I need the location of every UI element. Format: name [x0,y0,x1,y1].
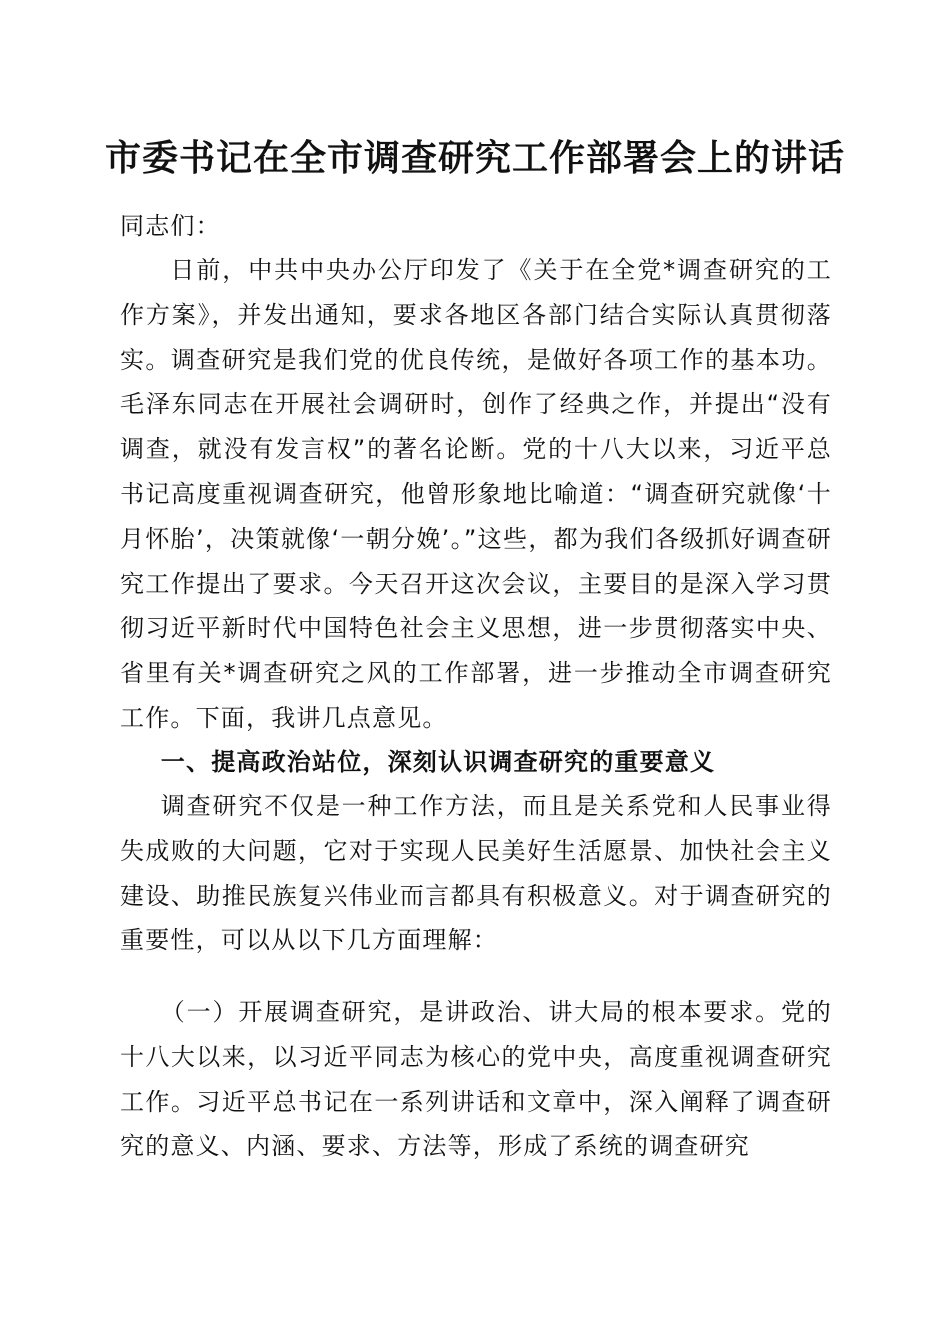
document-title: 市委书记在全市调查研究工作部署会上的讲话 [104,137,845,179]
subsection-1-paragraph [120,990,832,1169]
section-1-paragraph: 调查研究不仅是一种工作方法，而且是关系党和人民事业得失成败的大问题，它对于实现人民美好生活愿景、加快社会主义建设、助推民族复兴伟业而言都具有积极意义。对于调查研究的重要性，可以从以下几方面理解： [120,792,832,955]
salutation: 同志们： [120,212,221,240]
subsection-1-lead: （一）开展调查研究，是讲政治、讲大局的根本要求。 [160,998,781,1026]
section-heading-1: 一、提高政治站位，深刻认识调查研究的重要意义 [160,748,716,776]
intro-paragraph: 日前，中共中央办公厅印发了《关于在全党*调查研究的工作方案》，并发出通知，要求各地区各部门结合实际认真贯彻落实。调查研究是我们党的优良传统，是做好各项工作的基本功。毛泽东同志在开展社会调研时，创作了经典之作，并提出“没有调查，就没有发言权”的著名论断。党的十八大以来，习近平总书记高度重视调查研究，他曾形象地比喻道：“调查研究就像‘十月怀胎’，决策就像‘一朝分娩’。”这些，都为我们各级抓好调查研究工作提出了要求。今天召开这次会议，主要目的是深入学习贯彻习近平新时代中国特色社会主义思想，进一步贯彻落实中央、省里有关*调查研究之风的工作部署，进一步推动全市调查研究工作。下面，我讲几点意见。 [120,256,832,732]
subsection-1-body: 党的十八大以来，以习近平同志为核心的党中央，高度重视调查研究工作。习近平总书记在一系列讲话和文章中，深入阐释了调查研究的意义、内涵、要求、方法等，形成了系统的调查研究 [120,998,832,1161]
